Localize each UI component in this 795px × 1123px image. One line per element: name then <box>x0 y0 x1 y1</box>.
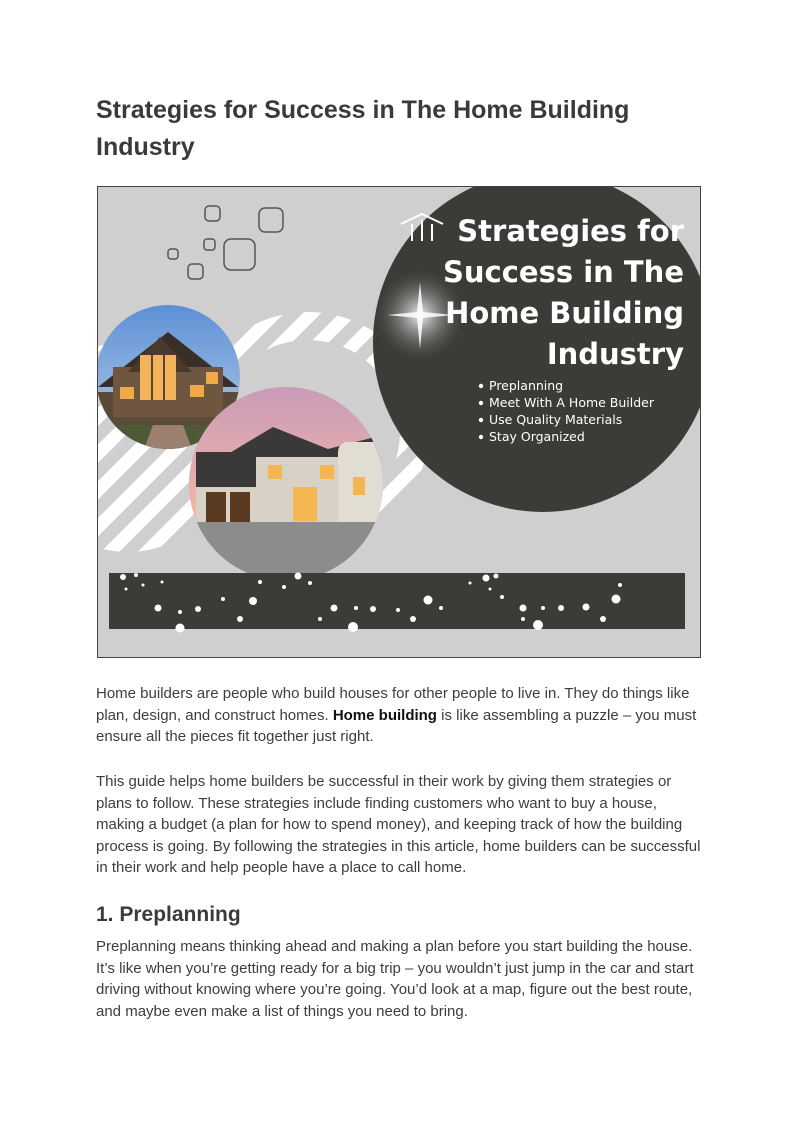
hero-bullet: Preplanning <box>489 378 564 393</box>
intro-text: is like assembling a puzzle – you must ensure all the pieces fit together just right. <box>96 706 697 745</box>
hero-heading-line: Home Building <box>445 296 684 330</box>
home-building-link[interactable]: Home building <box>332 706 437 724</box>
hero-bullet: Meet With A Home Builder <box>489 395 655 410</box>
hero-heading-line: Strategies for <box>457 214 684 248</box>
hero-heading-line: Success in The <box>443 255 684 289</box>
page-title: Strategies for Success in The Home Building Industry <box>96 96 630 161</box>
hero-bullet: Use Quality Materials <box>489 412 623 427</box>
section-heading-preplanning: 1. Preplanning <box>96 903 241 926</box>
bottom-band <box>109 573 685 629</box>
intro-text: Home builders are people who build houses for other people to live in. They do things like plan, design, and construct homes. <box>96 685 690 724</box>
intro-paragraph-2: This guide helps home builders be successful in their work by giving them strategies or plans to follow. These strategies include finding customers who want to buy a house, making a budget (a plan for how to spend money), and keeping track of how the building process is going. By following the strategies in this article, home builders can be successful in their work and help people have a place to call home. <box>96 773 701 876</box>
section-paragraph-preplanning: Preplanning means thinking ahead and making a plan before you start building the house. It’s like when you’re getting ready for a big trip – you wouldn’t just jump in the car and start driving without knowing where you’re going. You’d look at a map, figure out the best route, and maybe even make a list of things you need to bring. <box>96 938 694 1020</box>
hero-image <box>97 186 701 658</box>
square-decorations <box>168 206 283 279</box>
intro-paragraph-1 <box>96 683 701 748</box>
hero-bullet: Stay Organized <box>489 429 585 444</box>
hero-heading-line: Industry <box>546 337 684 371</box>
